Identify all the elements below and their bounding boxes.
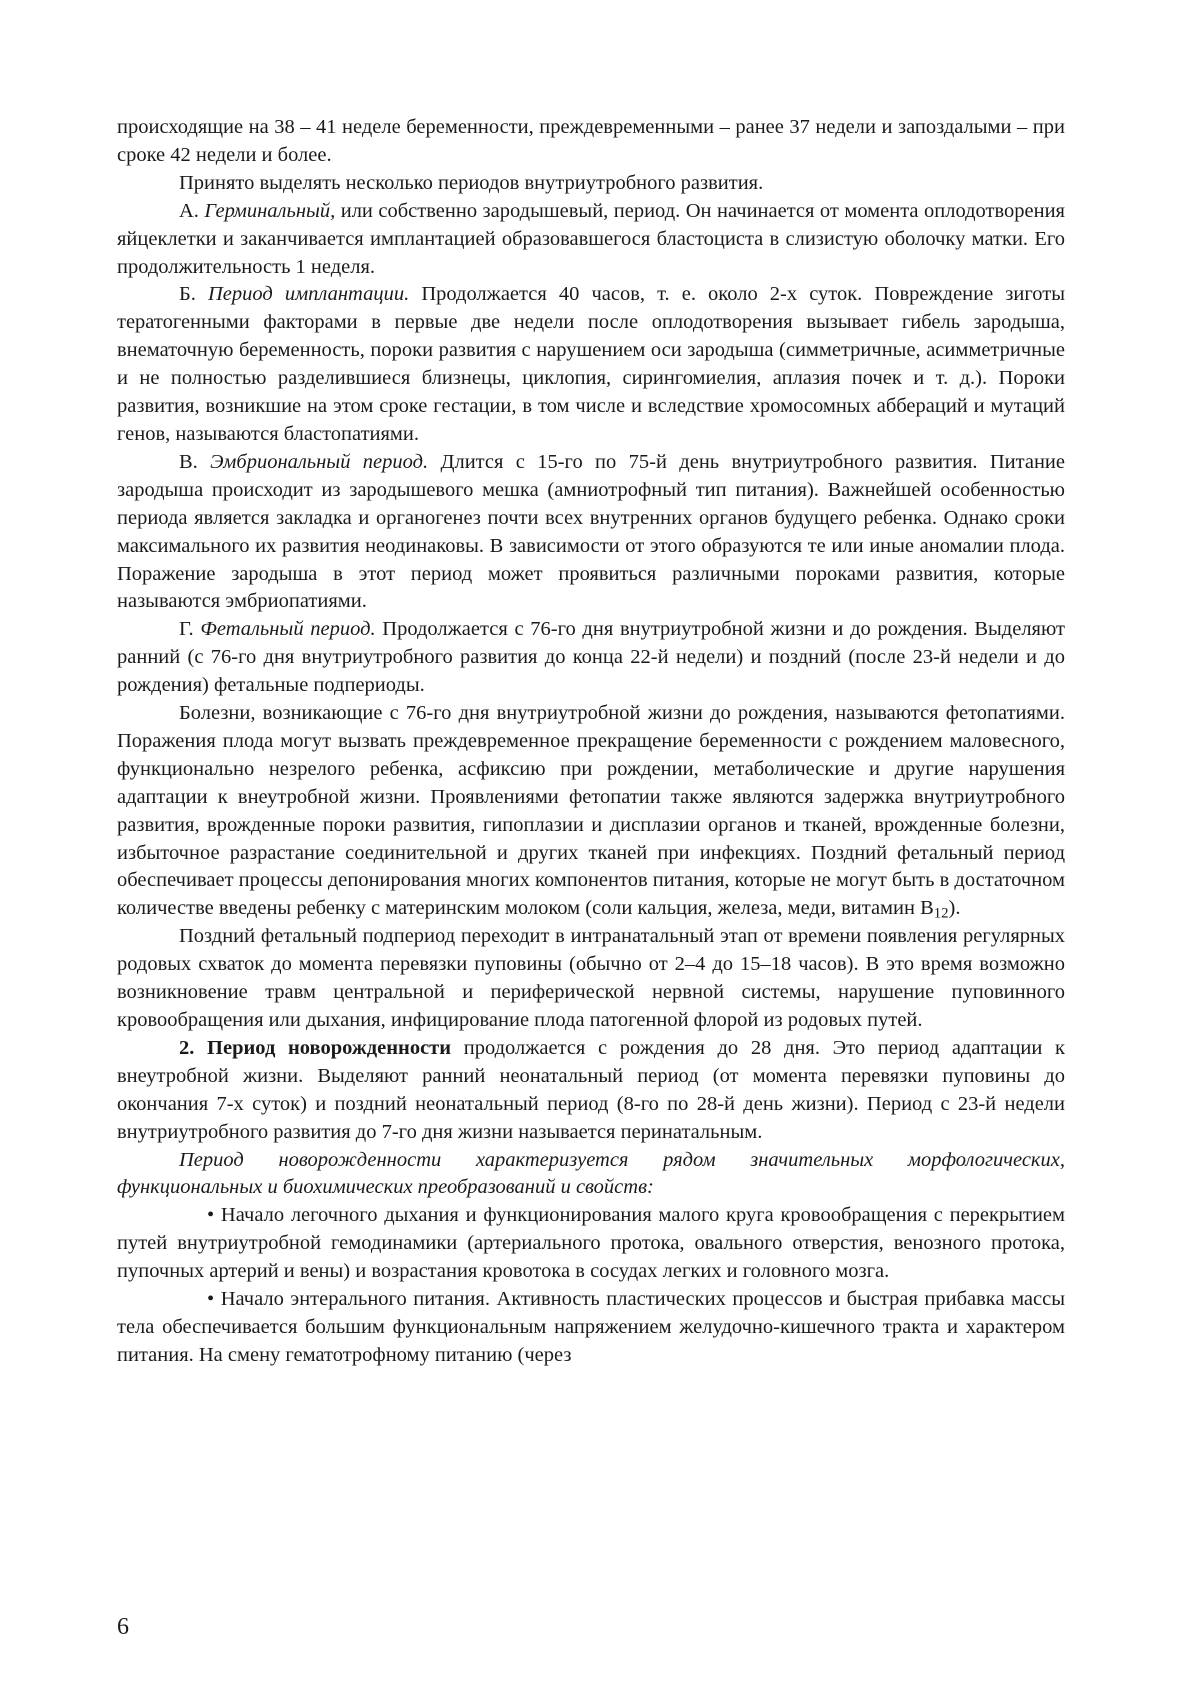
bullet-text: • Начало легочного дыхания и функционирования малого круга кровообращения с перекрытием путей внутриутробной гемодинамики (артериального протока, овального отверстия, венозного протока, пупочных артерий и вены) и возрастания кровотока в сосудах легких и головного мозга.: [117, 1204, 1065, 1283]
paragraph-text: ).: [948, 897, 961, 920]
paragraph-text: происходящие на 38 – 41 неделе беременности, преждевременными – ранее 37 недели и запоздалыми – при сроке 42 недели и более.: [117, 116, 1065, 166]
bullet-item-enteral-feeding: [117, 1286, 1065, 1370]
paragraph-late-fetal: [117, 923, 1065, 1035]
paragraph-text: Продолжается 40 часов, т. е. около 2-х суток. Повреждение зиготы тератогенными факторами в первые две недели после оплодотворения вызывает гибель зародыша, внематочную беременность, пороки развития с нарушением оси зародыша (симметричные, асимметричные и не полностью разделившиеся близнецы, циклопия, сирингомиелия, аплазия почек и т. д.). Пороки развития, возникшие на этом сроке гестации, в том числе и вследствие хромосомных абберaций и мутаций генов, называются бластопатиями.: [117, 283, 1065, 445]
paragraph-text: продолжается с рождения до 28 дня. Это период адаптации к внеутробной жизни. Выделяют ранний неонатальный период (от момента перевязки пуповины до окончания 7-х суток) и поздний неонатальный период (8-го по 28-й день жизни). Период с 23-й недели внутриутробного развития до 7-го дня жизни называется перинатальным.: [117, 1036, 1065, 1143]
body-text: [117, 114, 1065, 1370]
paragraph-text: Продолжается с 76-го дня внутриутробной жизни и до рождения. Выделяют ранний (с 76-го дня внутриутробного развития до конца 22-й недели) и поздний (после 23-й недели и до рождения) фетальные подпериоды.: [117, 618, 1065, 697]
paragraph-fetopathies: [117, 700, 1065, 923]
paragraph-text: Болезни, возникающие с 76-го дня внутриутробной жизни до рождения, называются фетопатиями. Поражения плода могут вызвать преждевременное прекращение беременности с рождением маловесного, функционально незрелого ребенка, асфиксию при рождении, метаболические и другие нарушения адаптации к внеутробной жизни. Проявлениями фетопатии также являются задержка внутриутробного развития, врожденные пороки развития, гипоплазии и дисплазии органов и тканей, врожденные болезни, избыточное разрастание соединительной и других тканей при инфекциях. Поздний фетальный период обеспечивает процессы депонирования многих компонентов питания, которые не могут быть в достаточном количестве введены ребенку с материнским молоком (соли кальция, железа, меди, витамин B: [117, 702, 1065, 920]
paragraph-label: В.: [179, 450, 211, 473]
paragraph-text: Период новорожденности характеризуется рядом значительных морфологических, функциональных и биохимических преобразований и свойств:: [117, 1148, 1065, 1199]
paragraph-text: Принято выделять несколько периодов внутриутробного развития.: [179, 171, 764, 194]
bullet-text: • Начало энтерального питания. Активность пластических процессов и быстрая прибавка массы тела обеспечивается большим функциональным напряжением желудочно-кишечного тракта и характером питания. На смену гематотрофному питанию (через: [117, 1288, 1065, 1366]
subscript: 12: [933, 906, 949, 923]
period-term: Фетальный период.: [200, 618, 376, 641]
paragraph-label: А.: [179, 199, 205, 222]
paragraph-neonatal-features: [117, 1147, 1065, 1203]
paragraph-text: или собственно зародышевый, период. Он начинается от момента оплодотворения яйцеклетки и заканчивается имплантацией образовавшегося бластоциста в слизистую оболочку матки. Его продолжительность 1 неделя.: [117, 199, 1065, 278]
paragraph-continuation: [117, 114, 1065, 170]
paragraph-fetal-period: [117, 616, 1065, 700]
paragraph-label: Г.: [179, 618, 201, 641]
period-term: Герминальный,: [204, 199, 336, 222]
bullet-item-breathing: [117, 1202, 1065, 1286]
paragraph-text: Длится с 15-го по 75-й день внутриутробного развития. Питание зародыша происходит из зародышевого мешка (амниотрофный тип питания). Важнейшей особенностью периода является закладка и органогенез почти всех внутренних органов будущего ребенка. Однако сроки максимального их развития неодинаковы. В зависимости от этого образуются те или иные аномалии плода. Поражение зародыша в этот период может проявиться различными пороками развития, которые называются эмбриопатиями.: [117, 450, 1065, 613]
section-heading: 2. Период новорожденности: [179, 1036, 452, 1059]
page-number: 6: [117, 1614, 129, 1640]
paragraph-neonatal-period: [117, 1035, 1065, 1147]
paragraph-implantation-period: [117, 281, 1065, 448]
paragraph-periods-intro: [117, 170, 1065, 198]
paragraph-label: Б.: [179, 283, 208, 306]
paragraph-germinal-period: [117, 198, 1065, 282]
paragraph-embryonic-period: [117, 449, 1065, 616]
period-term: Эмбриональный период.: [210, 450, 429, 473]
period-term: Период имплантации.: [208, 283, 410, 306]
paragraph-text: Поздний фетальный подпериод переходит в интранатальный этап от времени появления регулярных родовых схваток до момента перевязки пуповины (обычно от 2–4 до 15–18 часов). В это время возможно возникновение травм центральной и периферической нервной системы, нарушение пуповинного кровообращения или дыхания, инфицирование плода патогенной флорой из родовых путей.: [117, 925, 1065, 1031]
